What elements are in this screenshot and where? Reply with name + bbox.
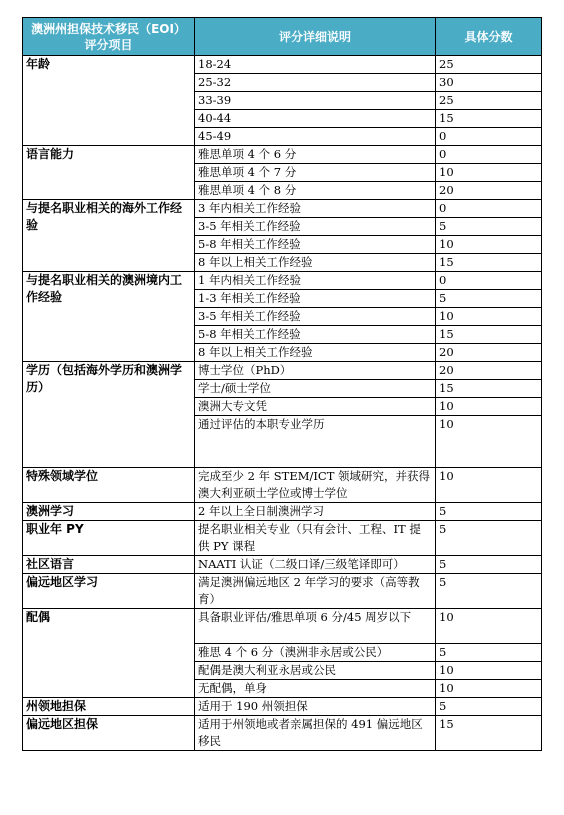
description-cell: 通过评估的本职专业学历: [195, 416, 436, 468]
description-cell: 18-24: [195, 56, 436, 74]
description-cell: 博士学位（PhD）: [195, 362, 436, 380]
table-row: [23, 609, 542, 644]
header-score: 具体分数: [436, 18, 542, 56]
description-cell: 适用于 190 州领担保: [195, 698, 436, 716]
description-cell: 雅思单项 4 个 7 分: [195, 164, 436, 182]
category-cell: 特殊领域学位: [23, 468, 195, 503]
table-row: [23, 468, 542, 503]
score-cell: 25: [436, 92, 542, 110]
score-cell: 20: [436, 182, 542, 200]
description-cell: 满足澳洲偏远地区 2 年学习的要求（高等教育）: [195, 574, 436, 609]
score-cell: 20: [436, 362, 542, 380]
description-cell: 8 年以上相关工作经验: [195, 344, 436, 362]
table-row: [23, 503, 542, 521]
header-description: 评分详细说明: [195, 18, 436, 56]
category-cell: 澳洲学习: [23, 503, 195, 521]
description-cell: 45-49: [195, 128, 436, 146]
category-cell: 偏远地区学习: [23, 574, 195, 609]
category-cell: 语言能力: [23, 146, 195, 200]
score-cell: 25: [436, 56, 542, 74]
score-cell: 15: [436, 254, 542, 272]
description-cell: 3 年内相关工作经验: [195, 200, 436, 218]
score-cell: 0: [436, 200, 542, 218]
score-cell: 10: [436, 308, 542, 326]
score-cell: 10: [436, 164, 542, 182]
score-cell: 15: [436, 326, 542, 344]
table-row: [23, 556, 542, 574]
table-row: [23, 716, 542, 751]
description-cell: 2 年以上全日制澳洲学习: [195, 503, 436, 521]
score-cell: 5: [436, 290, 542, 308]
description-cell: 33-39: [195, 92, 436, 110]
description-cell: 完成至少 2 年 STEM/ICT 领域研究，并获得澳大利亚硕士学位或博士学位: [195, 468, 436, 503]
category-cell: 配偶: [23, 609, 195, 698]
table-row: [23, 521, 542, 556]
description-cell: 雅思单项 4 个 8 分: [195, 182, 436, 200]
score-cell: 20: [436, 344, 542, 362]
score-cell: 0: [436, 146, 542, 164]
description-cell: 8 年以上相关工作经验: [195, 254, 436, 272]
description-cell: 1-3 年相关工作经验: [195, 290, 436, 308]
description-cell: 5-8 年相关工作经验: [195, 236, 436, 254]
category-cell: 职业年 PY: [23, 521, 195, 556]
score-cell: 30: [436, 74, 542, 92]
table-row: [23, 272, 542, 290]
description-cell: 40-44: [195, 110, 436, 128]
score-cell: 5: [436, 574, 542, 609]
score-cell: 10: [436, 468, 542, 503]
description-cell: 学士/硕士学位: [195, 380, 436, 398]
category-cell: 年龄: [23, 56, 195, 146]
category-cell: 偏远地区担保: [23, 716, 195, 751]
description-cell: 雅思 4 个 6 分（澳洲非永居或公民）: [195, 644, 436, 662]
table-body: [23, 56, 542, 751]
category-cell: 学历（包括海外学历和澳洲学历）: [23, 362, 195, 468]
description-cell: 3-5 年相关工作经验: [195, 308, 436, 326]
description-cell: 雅思单项 4 个 6 分: [195, 146, 436, 164]
score-cell: 5: [436, 218, 542, 236]
score-cell: 10: [436, 680, 542, 698]
score-cell: 5: [436, 698, 542, 716]
score-cell: 10: [436, 416, 542, 468]
eoi-points-table: [22, 17, 542, 751]
table-row: [23, 574, 542, 609]
table-row: [23, 200, 542, 218]
description-cell: 配偶是澳大利亚永居或公民: [195, 662, 436, 680]
description-cell: 25-32: [195, 74, 436, 92]
table-header-row: [23, 18, 542, 56]
description-cell: 3-5 年相关工作经验: [195, 218, 436, 236]
category-cell: 州领地担保: [23, 698, 195, 716]
header-category: 澳洲州担保技术移民（EOI）评分项目: [23, 18, 195, 56]
score-cell: 0: [436, 272, 542, 290]
score-cell: 5: [436, 521, 542, 556]
table-row: [23, 698, 542, 716]
description-cell: 提名职业相关专业（只有会计、工程、IT 提供 PY 课程: [195, 521, 436, 556]
score-cell: 5: [436, 644, 542, 662]
category-cell: 与提名职业相关的海外工作经验: [23, 200, 195, 272]
description-cell: 无配偶，单身: [195, 680, 436, 698]
description-cell: 澳洲大专文凭: [195, 398, 436, 416]
category-cell: 社区语言: [23, 556, 195, 574]
table-row: [23, 146, 542, 164]
description-cell: NAATI 认证（二级口译/三级笔译即可）: [195, 556, 436, 574]
eoi-points-table-container: [22, 17, 541, 751]
score-cell: 0: [436, 128, 542, 146]
description-cell: 具备职业评估/雅思单项 6 分/45 周岁以下: [195, 609, 436, 644]
score-cell: 15: [436, 716, 542, 751]
score-cell: 5: [436, 503, 542, 521]
score-cell: 10: [436, 398, 542, 416]
description-cell: 5-8 年相关工作经验: [195, 326, 436, 344]
table-row: [23, 362, 542, 380]
score-cell: 10: [436, 236, 542, 254]
score-cell: 10: [436, 609, 542, 644]
score-cell: 10: [436, 662, 542, 680]
description-cell: 适用于州领地或者亲属担保的 491 偏远地区移民: [195, 716, 436, 751]
score-cell: 5: [436, 556, 542, 574]
score-cell: 15: [436, 380, 542, 398]
description-cell: 1 年内相关工作经验: [195, 272, 436, 290]
score-cell: 15: [436, 110, 542, 128]
category-cell: 与提名职业相关的澳洲境内工作经验: [23, 272, 195, 362]
table-row: [23, 56, 542, 74]
